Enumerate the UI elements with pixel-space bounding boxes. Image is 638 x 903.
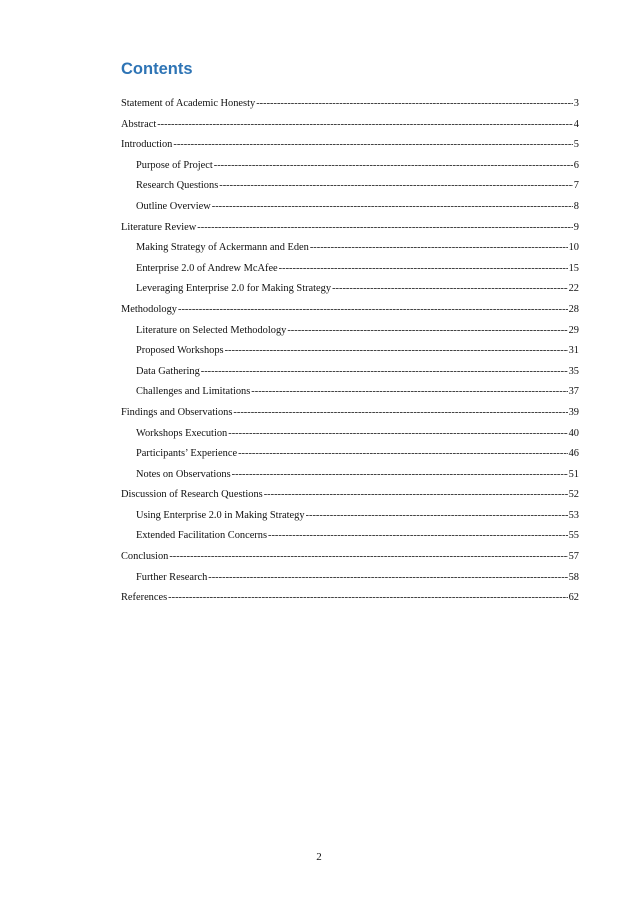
toc-entry-page: 62 bbox=[568, 592, 579, 604]
dot-leader bbox=[238, 444, 568, 465]
toc-entry[interactable] bbox=[121, 94, 579, 115]
dot-leader bbox=[225, 341, 568, 362]
toc-entry[interactable] bbox=[121, 259, 579, 280]
toc-entry[interactable] bbox=[121, 135, 579, 156]
toc-entry[interactable] bbox=[121, 588, 579, 609]
table-of-contents bbox=[121, 94, 579, 609]
dot-leader bbox=[168, 588, 567, 609]
toc-entry[interactable] bbox=[121, 218, 579, 239]
dot-leader bbox=[208, 568, 567, 589]
toc-entry[interactable] bbox=[121, 506, 579, 527]
dot-leader bbox=[279, 259, 568, 280]
dot-leader bbox=[219, 176, 573, 197]
dot-leader bbox=[256, 94, 573, 115]
toc-entry-page: 8 bbox=[573, 200, 579, 212]
toc-entry-title: Abstract bbox=[121, 118, 157, 130]
toc-entry-title: Literature Review bbox=[121, 221, 197, 233]
toc-entry-title: Outline Overview bbox=[136, 200, 211, 212]
toc-entry[interactable] bbox=[121, 238, 579, 259]
toc-entry-title: Notes on Observations bbox=[136, 468, 231, 480]
toc-entry-page: 40 bbox=[568, 427, 579, 439]
toc-entry[interactable] bbox=[121, 403, 579, 424]
dot-leader bbox=[287, 321, 567, 342]
toc-entry-title: References bbox=[121, 592, 168, 604]
toc-entry-title: Research Questions bbox=[136, 180, 219, 192]
dot-leader bbox=[306, 506, 568, 527]
toc-entry-title: Findings and Observations bbox=[121, 406, 233, 418]
toc-entry-page: 28 bbox=[568, 303, 579, 315]
toc-entry-title: Introduction bbox=[121, 139, 173, 151]
dot-leader bbox=[332, 279, 568, 300]
toc-entry-title: Proposed Workshops bbox=[136, 345, 224, 357]
toc-entry-page: 3 bbox=[573, 98, 579, 109]
dot-leader bbox=[228, 424, 567, 445]
dot-leader bbox=[232, 465, 568, 486]
toc-entry[interactable] bbox=[121, 321, 579, 342]
dot-leader bbox=[268, 526, 568, 547]
toc-entry-page: 55 bbox=[568, 530, 579, 542]
toc-entry[interactable] bbox=[121, 279, 579, 300]
toc-entry-page: 58 bbox=[568, 571, 579, 583]
toc-entry-page: 31 bbox=[568, 345, 579, 357]
toc-entry[interactable] bbox=[121, 526, 579, 547]
toc-entry-title: Statement of Academic Honesty bbox=[121, 98, 256, 109]
toc-entry[interactable] bbox=[121, 362, 579, 383]
toc-entry-title: Enterprise 2.0 of Andrew McAfee bbox=[136, 262, 278, 274]
toc-entry-page: 15 bbox=[568, 262, 579, 274]
toc-entry[interactable] bbox=[121, 485, 579, 506]
page-number: 2 bbox=[316, 851, 322, 863]
toc-entry-title: Extended Facilitation Concerns bbox=[136, 530, 268, 542]
toc-entry[interactable] bbox=[121, 444, 579, 465]
toc-entry-title: Using Enterprise 2.0 in Making Strategy bbox=[136, 509, 305, 521]
toc-entry-page: 9 bbox=[573, 221, 579, 233]
toc-entry-page: 7 bbox=[573, 180, 579, 192]
toc-entry[interactable] bbox=[121, 341, 579, 362]
toc-entry-page: 5 bbox=[573, 139, 579, 151]
toc-entry[interactable] bbox=[121, 382, 579, 403]
toc-entry[interactable] bbox=[121, 156, 579, 177]
dot-leader bbox=[201, 362, 568, 383]
toc-entry[interactable] bbox=[121, 465, 579, 486]
dot-leader bbox=[178, 300, 568, 321]
toc-entry-title: Literature on Selected Methodology bbox=[136, 324, 287, 336]
toc-entry-page: 46 bbox=[568, 448, 579, 460]
toc-entry[interactable] bbox=[121, 176, 579, 197]
dot-leader bbox=[212, 197, 573, 218]
toc-entry-title: Participants’ Experience bbox=[136, 448, 238, 460]
toc-entry-title: Workshops Execution bbox=[136, 427, 228, 439]
toc-entry-title: Data Gathering bbox=[136, 365, 200, 377]
toc-entry-page: 57 bbox=[568, 551, 579, 563]
toc-entry-page: 10 bbox=[568, 242, 579, 254]
toc-entry[interactable] bbox=[121, 115, 579, 136]
dot-leader bbox=[169, 547, 567, 568]
toc-entry-title: Purpose of Project bbox=[136, 159, 213, 171]
toc-entry-page: 4 bbox=[573, 118, 579, 130]
dot-leader bbox=[197, 218, 573, 239]
toc-entry-page: 39 bbox=[568, 406, 579, 418]
toc-entry-title: Methodology bbox=[121, 303, 177, 315]
toc-entry[interactable] bbox=[121, 547, 579, 568]
toc-entry[interactable] bbox=[121, 300, 579, 321]
toc-entry-page: 37 bbox=[568, 386, 579, 398]
toc-entry-page: 29 bbox=[568, 324, 579, 336]
toc-entry-title: Making Strategy of Ackermann and Eden bbox=[136, 242, 309, 254]
toc-entry-page: 35 bbox=[568, 365, 579, 377]
toc-entry-title: Leveraging Enterprise 2.0 for Making Strategy bbox=[136, 283, 332, 295]
toc-entry-page: 53 bbox=[568, 509, 579, 521]
toc-entry-page: 52 bbox=[568, 489, 579, 501]
toc-entry-title: Discussion of Research Questions bbox=[121, 489, 263, 501]
dot-leader bbox=[173, 135, 572, 156]
toc-entry-title: Further Research bbox=[136, 571, 208, 583]
toc-heading: Contents bbox=[121, 60, 193, 78]
toc-entry[interactable] bbox=[121, 197, 579, 218]
dot-leader bbox=[264, 485, 568, 506]
toc-entry-page: 51 bbox=[568, 468, 579, 480]
toc-entry-title: Conclusion bbox=[121, 551, 169, 563]
toc-entry-title: Challenges and Limitations bbox=[136, 386, 251, 398]
toc-entry-page: 6 bbox=[573, 159, 579, 171]
dot-leader bbox=[214, 156, 573, 177]
toc-entry[interactable] bbox=[121, 568, 579, 589]
dot-leader bbox=[251, 382, 567, 403]
dot-leader bbox=[233, 403, 567, 424]
dot-leader bbox=[310, 238, 568, 259]
toc-entry-page: 22 bbox=[568, 283, 579, 295]
dot-leader bbox=[157, 115, 573, 136]
toc-entry[interactable] bbox=[121, 424, 579, 445]
